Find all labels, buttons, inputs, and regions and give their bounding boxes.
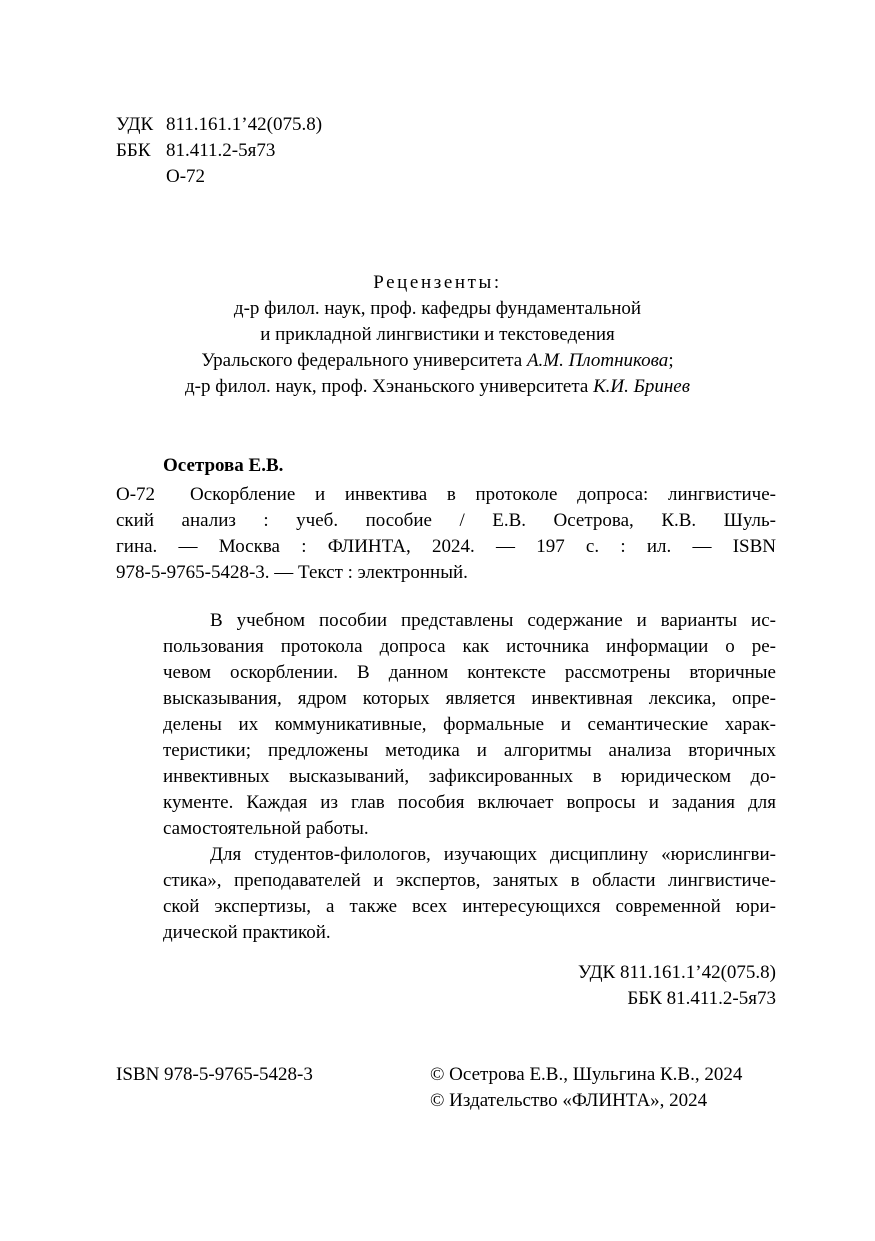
abstract-line: теристики; предложены методика и алгоритмы анализа вторичных	[163, 740, 776, 761]
abstract	[163, 608, 776, 946]
abstract-line: делены их коммуникативные, формальные и семантические харак-	[163, 714, 776, 735]
bottom-udk: УДК 811.161.1’42(075.8)	[578, 962, 776, 983]
biblio-author: Осетрова Е.В.	[163, 455, 284, 476]
abstract-line: чевом оскорблении. В данном контексте рассмотрены вторичные	[163, 662, 776, 683]
copyright-authors: © Осетрова Е.В., Шульгина К.В., 2024	[430, 1064, 743, 1085]
biblio-line-3: гина. — Москва : ФЛИНТА, 2024. — 197 с. : ил. — ISBN	[116, 536, 776, 557]
biblio-line-4: 978-5-9765-5428-3. — Текст : электронный.	[116, 562, 468, 583]
reviewer-line-1: д-р филол. наук, проф. кафедры фундаментальной	[233, 298, 642, 319]
classification-codes	[116, 112, 322, 190]
udk-value: 811.161.1’42(075.8)	[166, 114, 323, 135]
bottom-classification-codes	[400, 960, 776, 1012]
bottom-bbk: ББК 81.411.2-5я73	[627, 988, 776, 1009]
author-mark: О-72	[166, 166, 206, 187]
copyright-block	[430, 1062, 742, 1114]
reviewer-1-name: А.М. Плотникова	[526, 350, 669, 371]
reviewer-1-affiliation: Уральского федерального университета	[201, 350, 527, 371]
biblio-code: О-72	[116, 484, 156, 505]
reviewer-2-affiliation: д-р филол. наук, проф. Хэнаньского университета	[185, 376, 594, 397]
abstract-line: самостоятельной работы.	[163, 818, 369, 839]
reviewer-2-name: К.И. Бринев	[593, 376, 690, 397]
bbk-row	[116, 138, 322, 164]
biblio-continuation	[116, 508, 776, 586]
copyright-publisher: © Издательство «ФЛИНТА», 2024	[430, 1090, 708, 1111]
reviewers-block	[0, 270, 875, 400]
abstract-line: инвективных высказываний, зафиксированных в юридическом до-	[163, 766, 776, 787]
udk-row	[116, 112, 322, 138]
reviewer-line-3	[0, 348, 875, 374]
bbk-label: ББК	[116, 140, 151, 161]
reviewer-line-4	[0, 374, 875, 400]
reviewer-1-sep: ;	[668, 350, 674, 371]
biblio-line-2: ский анализ : учеб. пособие / Е.В. Осетрова, К.В. Шуль-	[116, 510, 776, 531]
abstract-line: пользования протокола допроса как источника информации о ре-	[163, 636, 776, 657]
reviewers-title: Рецензенты:	[373, 272, 502, 293]
bbk-value: 81.411.2-5я73	[166, 140, 276, 161]
reviewer-line-2: и прикладной лингвистики и текстоведения	[260, 324, 615, 345]
udk-label: УДК	[116, 114, 154, 135]
audience-line: Для студентов-филологов, изучающих дисциплину «юрислингви-	[210, 844, 776, 865]
biblio-first-line	[190, 482, 776, 508]
abstract-line: кументе. Каждая из глав пособия включает вопросы и задания для	[163, 792, 776, 813]
audience-line: стика», преподавателей и экспертов, занятых в области лингвистиче-	[163, 870, 776, 891]
isbn: ISBN 978-5-9765-5428-3	[116, 1064, 313, 1085]
biblio-line-1: Оскорбление и инвектива в протоколе допроса: лингвистиче-	[190, 484, 776, 505]
abstract-line: высказывания, ядром которых является инвективная лексика, опре-	[163, 688, 776, 709]
audience-line: дической практикой.	[163, 922, 331, 943]
audience-line: ской экспертизы, а также всех интересующихся современной юри-	[163, 896, 776, 917]
abstract-line: В учебном пособии представлены содержание и варианты ис-	[210, 610, 776, 631]
